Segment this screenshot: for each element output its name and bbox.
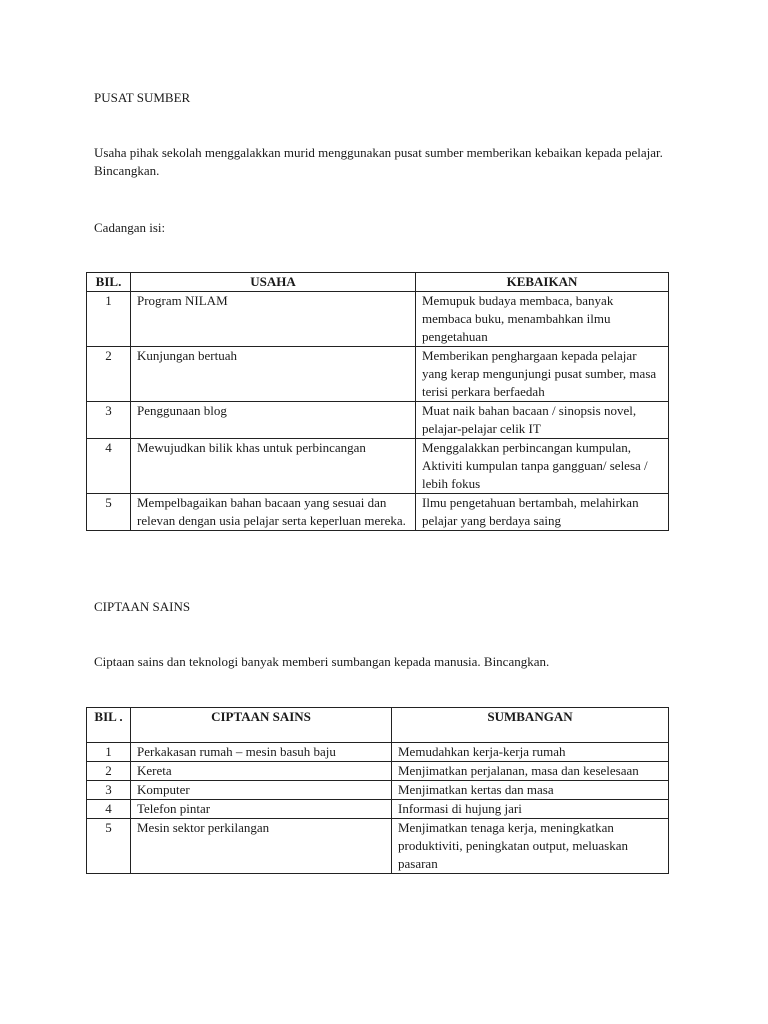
table-row xyxy=(87,762,669,781)
header-sumbangan: SUMBANGAN xyxy=(392,708,669,743)
cell-bil: 3 xyxy=(87,402,131,439)
cell-usaha: Mewujudkan bilik khas untuk perbincangan xyxy=(131,439,416,494)
header-ciptaan-sains: CIPTAAN SAINS xyxy=(131,708,392,743)
header-usaha: USAHA xyxy=(131,273,416,292)
cell-ciptaan: Perkakasan rumah – mesin basuh baju xyxy=(131,743,392,762)
table-header-row xyxy=(87,708,669,743)
ciptaan-sains-table xyxy=(86,707,669,874)
cell-ciptaan: Kereta xyxy=(131,762,392,781)
cell-sumbangan: Memudahkan kerja-kerja rumah xyxy=(392,743,669,762)
cell-bil: 5 xyxy=(87,819,131,874)
table-header-row xyxy=(87,273,669,292)
cell-kebaikan: Memupuk budaya membaca, banyak membaca buku, menambahkan ilmu pengetahuan xyxy=(416,292,669,347)
cell-bil: 4 xyxy=(87,800,131,819)
header-kebaikan: KEBAIKAN xyxy=(416,273,669,292)
pusat-sumber-table xyxy=(86,272,669,531)
table-row xyxy=(87,781,669,800)
cell-bil: 5 xyxy=(87,494,131,531)
cell-kebaikan: Muat naik bahan bacaan / sinopsis novel, pelajar-pelajar celik IT xyxy=(416,402,669,439)
cell-kebaikan: Memberikan penghargaan kepada pelajar yang kerap mengunjungi pusat sumber, masa terisi perkara berfaedah xyxy=(416,347,669,402)
table-row xyxy=(87,439,669,494)
header-bil: BIL. xyxy=(87,273,131,292)
cell-kebaikan: Ilmu pengetahuan bertambah, melahirkan pelajar yang berdaya saing xyxy=(416,494,669,531)
cell-usaha: Mempelbagaikan bahan bacaan yang sesuai dan relevan dengan usia pelajar serta keperluan mereka. xyxy=(131,494,416,531)
section1-heading: PUSAT SUMBER xyxy=(94,90,191,105)
cell-usaha: Penggunaan blog xyxy=(131,402,416,439)
table-row xyxy=(87,800,669,819)
cell-bil: 4 xyxy=(87,439,131,494)
table-row xyxy=(87,402,669,439)
cell-sumbangan: Menjimatkan tenaga kerja, meningkatkan produktiviti, peningkatan output, meluaskan pasaran xyxy=(392,819,669,874)
cell-bil: 3 xyxy=(87,781,131,800)
table-row xyxy=(87,819,669,874)
suggestion-label: Cadangan isi: xyxy=(94,220,166,235)
section2-heading: CIPTAAN SAINS xyxy=(94,599,191,614)
cell-sumbangan: Menjimatkan kertas dan masa xyxy=(392,781,669,800)
cell-sumbangan: Informasi di hujung jari xyxy=(392,800,669,819)
table-row xyxy=(87,494,669,531)
table-row xyxy=(87,347,669,402)
table-row xyxy=(87,292,669,347)
cell-kebaikan: Menggalakkan perbincangan kumpulan, Aktiviti kumpulan tanpa gangguan/ selesa / lebih fokus xyxy=(416,439,669,494)
section2-question: Ciptaan sains dan teknologi banyak memberi sumbangan kepada manusia. Bincangkan. xyxy=(94,654,550,669)
table-row xyxy=(87,743,669,762)
cell-sumbangan: Menjimatkan perjalanan, masa dan keselesaan xyxy=(392,762,669,781)
cell-ciptaan: Telefon pintar xyxy=(131,800,392,819)
cell-bil: 2 xyxy=(87,347,131,402)
cell-usaha: Kunjungan bertuah xyxy=(131,347,416,402)
cell-bil: 1 xyxy=(87,743,131,762)
cell-ciptaan: Komputer xyxy=(131,781,392,800)
header-bil: BIL . xyxy=(87,708,131,743)
cell-bil: 1 xyxy=(87,292,131,347)
cell-bil: 2 xyxy=(87,762,131,781)
cell-ciptaan: Mesin sektor perkilangan xyxy=(131,819,392,874)
section1-question: Usaha pihak sekolah menggalakkan murid menggunakan pusat sumber memberikan kebaikan kepada pelajar. Bincangkan. xyxy=(94,145,663,178)
cell-usaha: Program NILAM xyxy=(131,292,416,347)
